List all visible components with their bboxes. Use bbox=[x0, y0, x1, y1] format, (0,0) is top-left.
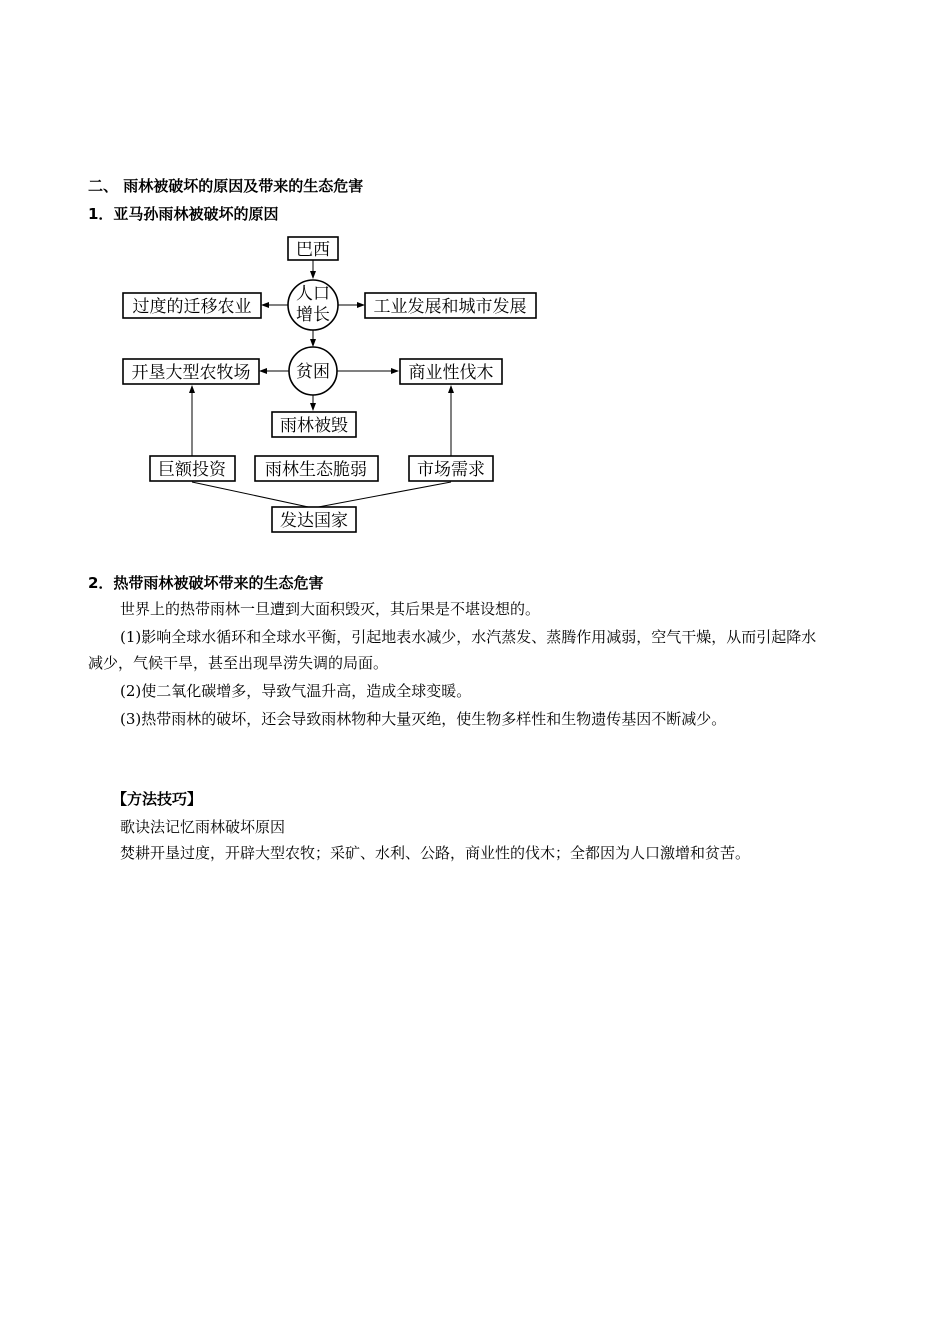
node-migratory-agriculture bbox=[123, 293, 261, 318]
node-large-farms bbox=[123, 359, 259, 384]
node-poverty bbox=[289, 347, 337, 395]
node-population-growth bbox=[288, 280, 338, 330]
node-fragile-label: 雨林生态脆弱 bbox=[265, 460, 367, 480]
node-huge-investment bbox=[150, 456, 235, 481]
paragraph-2: (2)使二氧化碳增多，导致气温升高，造成全球变暖。 bbox=[120, 682, 472, 700]
node-agri-label: 过度的迁移农业 bbox=[132, 297, 252, 317]
subsection-2-title: 2．热带雨林被破坏带来的生态危害 bbox=[88, 574, 324, 592]
section-title: 二、 雨林被破坏的原因及带来的生态危害 bbox=[88, 177, 364, 195]
paragraph-1-line-2: 减少，气候干旱，甚至出现旱涝失调的局面。 bbox=[88, 654, 389, 672]
tips-line-1: 歌诀法记忆雨林破坏原因 bbox=[120, 818, 286, 836]
node-pop-label-2: 增长 bbox=[296, 305, 330, 325]
node-rainforest-destroyed bbox=[272, 412, 356, 437]
node-farm-label: 开垦大型农牧场 bbox=[131, 363, 251, 383]
paragraph-1-line-1: (1)影响全球水循环和全球水平衡，引起地表水减少，水汽蒸发、蒸腾作用减弱，空气干燥，从而引起降水 bbox=[120, 628, 817, 646]
paragraph-3: (3)热带雨林的破坏，还会导致雨林物种大量灭绝，使生物多样性和生物遗传基因不断减少。 bbox=[120, 710, 727, 728]
node-industry-urban bbox=[365, 293, 536, 318]
node-destroyed-label: 雨林被毁 bbox=[280, 416, 348, 436]
subsection-1-title: 1．亚马孙雨林被破坏的原因 bbox=[88, 205, 279, 223]
node-market-demand bbox=[409, 456, 493, 481]
tips-title: 【方法技巧】 bbox=[112, 790, 203, 808]
node-brazil bbox=[288, 237, 338, 260]
tips-line-2: 焚耕开垦过度，开辟大型农牧；采矿、水利、公路，商业性的伐木；全都因为人口激增和贫苦。 bbox=[120, 844, 751, 862]
node-brazil-label: 巴西 bbox=[296, 240, 330, 260]
node-commercial-logging bbox=[400, 359, 502, 384]
node-developed-countries bbox=[272, 507, 356, 532]
paragraph-intro: 世界上的热带雨林一旦遭到大面积毁灭，其后果是不堪设想的。 bbox=[120, 600, 541, 618]
edge-developed-market bbox=[313, 482, 451, 508]
node-industry-label: 工业发展和城市发展 bbox=[373, 297, 527, 317]
node-investment-label: 巨额投资 bbox=[158, 460, 226, 480]
node-fragile-ecology bbox=[255, 456, 378, 481]
node-poverty-label: 贫困 bbox=[296, 362, 330, 382]
node-logging-label: 商业性伐木 bbox=[408, 363, 494, 383]
node-developed-label: 发达国家 bbox=[280, 511, 348, 531]
node-market-label: 市场需求 bbox=[417, 460, 485, 480]
node-pop-label-1: 人口 bbox=[296, 284, 330, 304]
causes-flow-diagram bbox=[0, 0, 950, 545]
edge-developed-investment bbox=[192, 482, 313, 508]
